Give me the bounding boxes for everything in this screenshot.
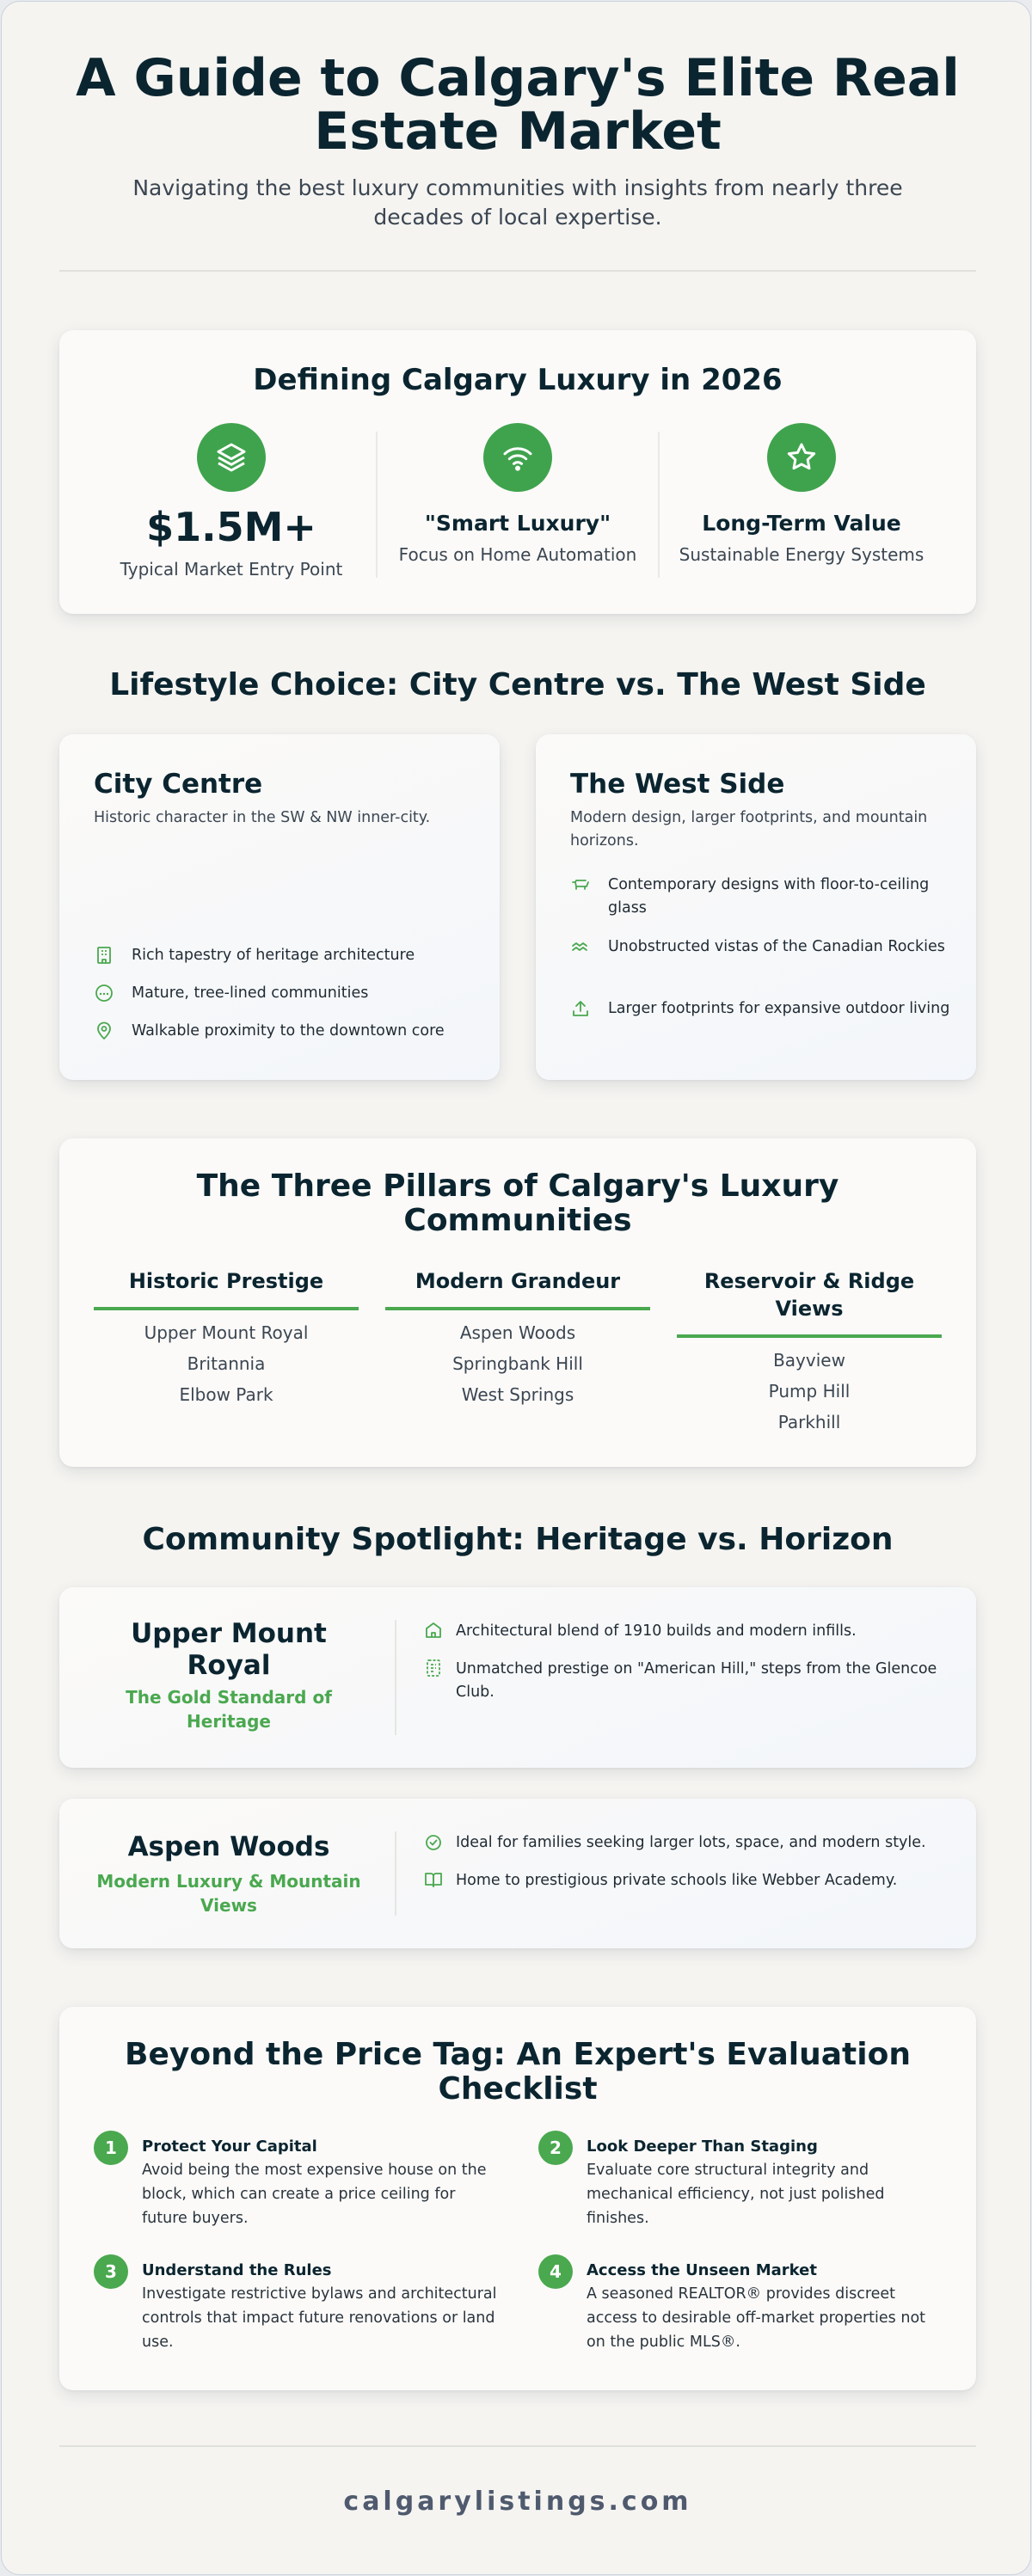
community-name: Upper Mount Royal — [131, 1618, 327, 1681]
list-item-text: Home to prestigious private schools like Webber Academy. — [456, 1872, 898, 1889]
home-icon — [423, 1620, 444, 1641]
pillar-underline — [385, 1307, 650, 1310]
list-item-text: Walkable proximity to the downtown core — [132, 1022, 445, 1040]
community-tagline: The Gold Standard of Heritage — [126, 1687, 332, 1732]
pillar-item: West Springs — [461, 1384, 574, 1405]
spotlight-divider — [395, 1831, 396, 1916]
list-item — [423, 1620, 937, 1643]
pillar-column — [94, 1267, 359, 1410]
checklist-item-title: Look Deeper Than Staging — [587, 2137, 818, 2156]
community-name: Aspen Woods — [127, 1831, 330, 1862]
pillar-heading: Historic Prestige — [128, 1269, 324, 1293]
pillar-item: Pump Hill — [768, 1381, 851, 1401]
pillars-title: The Three Pillars of Calgary's Luxury Communities — [196, 1168, 839, 1238]
waves-icon — [570, 936, 591, 957]
spotlight-title: Community Spotlight: Heritage vs. Horizon — [142, 1522, 894, 1557]
city-centre-subtitle: Historic character in the SW & NW inner-city. — [94, 809, 431, 826]
stat-label: Focus on Home Automation — [398, 544, 637, 565]
list-item — [94, 1020, 476, 1043]
city-centre-card — [59, 734, 500, 1080]
step-number: 1 — [94, 2131, 128, 2165]
pillar-heading: Modern Grandeur — [415, 1269, 621, 1293]
checklist-item-title: Protect Your Capital — [142, 2137, 317, 2156]
checklist-item-text: A seasoned REALTOR® provides discreet access to desirable off-market properties not on the public MLS®. — [587, 2285, 926, 2351]
list-item — [94, 982, 476, 1005]
checklist-item — [538, 2260, 951, 2354]
pillar-column — [677, 1267, 942, 1438]
checklist-item — [94, 2136, 507, 2230]
stat-value: $1.5M+ — [146, 504, 316, 550]
city-centre-title: City Centre — [94, 769, 263, 800]
pillar-item: Elbow Park — [179, 1384, 273, 1405]
checklist-item-text: Avoid being the most expensive house on the block, which can create a price ceiling for future buyers. — [142, 2162, 487, 2227]
spotlight-card — [59, 1799, 976, 1948]
footer-site-link[interactable]: calgarylistings.com — [343, 2487, 692, 2517]
pillar-underline — [94, 1307, 359, 1310]
list-item — [423, 1658, 937, 1704]
list-item-text: Unobstructed vistas of the Canadian Rockies — [608, 938, 945, 955]
content-column — [59, 2, 976, 2575]
book-icon — [423, 1869, 444, 1890]
building-icon — [94, 945, 114, 966]
spotlight-divider — [395, 1620, 396, 1735]
pillar-item: Bayview — [773, 1350, 845, 1371]
list-item — [570, 935, 952, 959]
divider — [59, 270, 976, 272]
page-title: A Guide to Calgary's Elite Real Estate Market — [76, 48, 960, 162]
list-item-text: Unmatched prestige on "American Hill," steps from the Glencoe Club. — [456, 1660, 937, 1701]
stat-value: Long-Term Value — [702, 511, 901, 536]
pillar-column — [385, 1267, 650, 1410]
pillar-item: Upper Mount Royal — [144, 1322, 309, 1343]
west-side-subtitle: Modern design, larger footprints, and mountain horizons. — [570, 809, 928, 849]
document-icon — [423, 1658, 444, 1678]
west-side-title: The West Side — [570, 769, 785, 800]
list-item — [94, 944, 476, 967]
west-side-card — [536, 734, 976, 1080]
step-number: 4 — [538, 2254, 573, 2289]
divider — [59, 2445, 976, 2447]
list-item-text: Larger footprints for expansive outdoor living — [608, 1000, 950, 1017]
pillar-item: Parkhill — [777, 1412, 841, 1432]
stat-long-term-value — [660, 423, 943, 565]
stat-label: Sustainable Energy Systems — [679, 544, 924, 565]
step-number: 2 — [538, 2131, 573, 2165]
page-subtitle: Navigating the best luxury communities with insights from nearly three decades of local expertise. — [132, 175, 903, 230]
list-item-text: Mature, tree-lined communities — [132, 984, 369, 1002]
checklist-card — [59, 2007, 976, 2390]
checklist-item-title: Access the Unseen Market — [587, 2261, 817, 2279]
tree-icon — [94, 983, 114, 1003]
layers-icon — [197, 423, 266, 492]
pillar-underline — [677, 1334, 942, 1338]
upload-icon — [570, 998, 591, 1019]
stat-value: "Smart Luxury" — [424, 511, 611, 536]
checklist-item-text: Investigate restrictive bylaws and architectural controls that impact future renovations or land use. — [142, 2285, 497, 2351]
checklist-title: Beyond the Price Tag: An Expert's Evaluation Checklist — [125, 2037, 911, 2107]
pillar-item: Britannia — [187, 1353, 266, 1374]
checklist-item-title: Understand the Rules — [142, 2261, 332, 2279]
list-item — [423, 1869, 937, 1892]
star-icon — [767, 423, 836, 492]
stat-smart-luxury — [376, 423, 660, 565]
lifestyle-title: Lifestyle Choice: City Centre vs. The West Side — [109, 667, 926, 702]
spotlight-card — [59, 1587, 976, 1768]
sofa-icon — [570, 874, 591, 895]
pillar-heading: Reservoir & Ridge Views — [703, 1269, 915, 1321]
list-item — [570, 997, 952, 1021]
checklist-item — [538, 2136, 951, 2230]
defining-card — [59, 330, 976, 614]
list-item — [570, 874, 952, 920]
list-item-text: Ideal for families seeking larger lots, space, and modern style. — [456, 1834, 926, 1851]
list-item — [423, 1831, 937, 1855]
wifi-icon — [483, 423, 552, 492]
checklist-item-text: Evaluate core structural integrity and mechanical efficiency, not just polished finishes. — [587, 2162, 885, 2227]
pillars-card — [59, 1138, 976, 1467]
stat-entry-point — [89, 423, 373, 580]
defining-title: Defining Calgary Luxury in 2026 — [253, 363, 783, 397]
stat-label: Typical Market Entry Point — [120, 559, 343, 580]
pillar-item: Springbank Hill — [452, 1353, 583, 1374]
step-number: 3 — [94, 2254, 128, 2289]
pillar-item: Aspen Woods — [459, 1322, 576, 1343]
infographic-page — [1, 1, 1031, 2575]
list-item-text: Contemporary designs with floor-to-ceiling glass — [608, 876, 930, 917]
list-item-text: Architectural blend of 1910 builds and modern infills. — [456, 1622, 857, 1640]
check-circle-icon — [423, 1831, 444, 1852]
community-tagline: Modern Luxury & Mountain Views — [96, 1871, 361, 1916]
checklist-item — [94, 2260, 507, 2354]
list-item-text: Rich tapestry of heritage architecture — [132, 947, 415, 964]
map-pin-icon — [94, 1021, 114, 1041]
